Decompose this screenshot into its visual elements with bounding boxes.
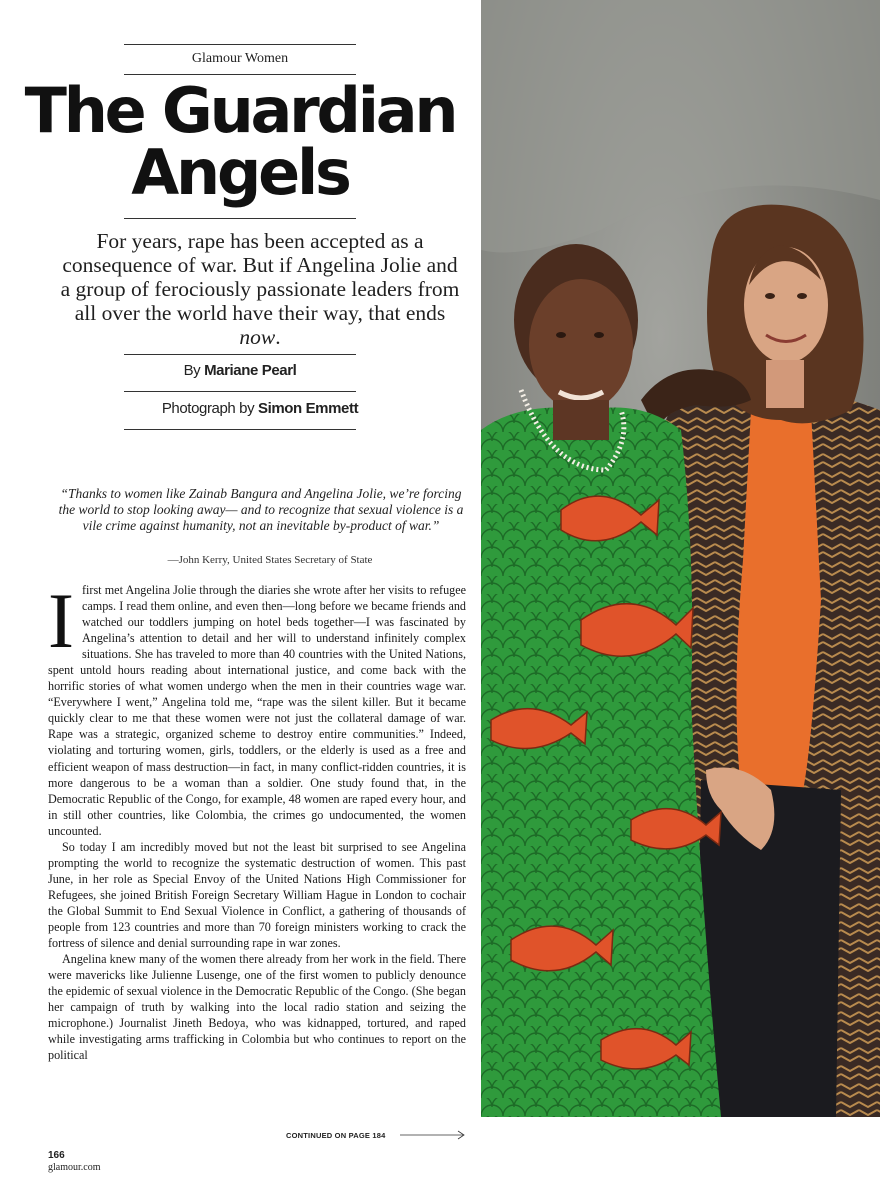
portrait-illustration <box>481 0 880 1117</box>
byline <box>0 362 480 379</box>
arrow-right-icon <box>400 1130 466 1140</box>
quote-attribution: —John Kerry, United States Secretary of State <box>167 554 373 566</box>
pull-quote: “Thanks to women like Zainab Bangura and Angelina Jolie, we’re forcing the world to stop looking away— and to recognize that sexual violence is a vile crime against humanity, not an inevitable by-product of war.” <box>58 486 464 533</box>
face <box>529 279 633 411</box>
section-label: Glamour Women <box>191 51 289 66</box>
headline <box>0 74 480 209</box>
deck <box>60 229 460 349</box>
credit-rule <box>124 429 356 430</box>
orange-blouse <box>736 410 821 800</box>
top-rule <box>124 44 356 45</box>
headline-rule <box>124 218 356 219</box>
photo-credit <box>0 400 520 417</box>
byline-author: Mariane Pearl <box>204 362 297 379</box>
paragraph-3: Angelina knew many of the women there already from her work in the field. There were mavericks like Julienne Lusenge, one of the first women to publicly denounce the epidemic of sexual violence in the Democratic Republic of the Congo. (She began her campaign of truth by walking into the local radio station and seizing the microphone.) Journalist Jineth Bedoya, who was kidnapped, tortured, and raped while investigating arms trafficking in Colombia but who continues to report on the political <box>48 952 466 1063</box>
byline-prefix: By <box>183 362 201 379</box>
headline-line-1: The Guardian <box>24 74 456 147</box>
site-url: glamour.com <box>48 1162 101 1173</box>
drop-cap: I <box>48 577 74 664</box>
page-number: 166 <box>48 1150 65 1161</box>
continued-link[interactable]: CONTINUED ON PAGE 184 <box>286 1131 386 1140</box>
deck-text: For years, rape has been accepted as a consequence of war. But if Angelina Jolie and a group of ferociously passionate leaders from all over the world have their way, that ends <box>60 229 460 325</box>
byline-rule <box>124 391 356 392</box>
deck-end: . <box>275 325 281 349</box>
headline-line-2: Angels <box>131 136 349 209</box>
deck-emphasis: now <box>239 325 276 349</box>
portrait-photo <box>481 0 880 1117</box>
photo-credit-prefix: Photograph by <box>161 400 255 417</box>
paragraph-1 <box>48 577 466 839</box>
paragraph-1-text: first met Angelina Jolie through the diaries she wrote after her visits to refugee camps. I read them online, and even then—long before we became friends and watched our toddlers jumping on hotel beds together—I was fascinated by Angelina’s attention to detail and her will to understand infinitely complex situations. She has traveled to more than 40 countries with the United Nations, spent untold hours reading about international justice, and come back with the horrific stories of what women undergo when the men in their countries wage war. “Everywhere I went,” Angelina told me, “rape was the silent killer. But it became quickly clear to me that these women were not just the collateral damage of war. Rape was a strategic, organized scheme to destroy entire communities.” Indeed, violating and torturing women, girls, toddlers, or the elderly is used as a free and efficient weapon of mass destruction—in fact, in many conflict-ridden countries, it is more dangerous to be a woman than a soldier. One study found that, in the Democratic Republic of the Congo, for example, 48 women are raped every hour, and in still other countries, like Colombia, the crimes go undocumented, the women uncounted. <box>48 583 466 838</box>
paragraph-2: So today I am incredibly moved but not the least bit surprised to see Angelina prompting the world to recognize the systematic destruction of women. This past June, in her role as Special Envoy of the United Nations High Commissioner for Refugees, she joined British Foreign Secretary William Hague in London to cochair the Global Summit to End Sexual Violence in Conflict, a gathering of thousands of people from 123 countries and more than 70 foreign ministers working to crack the fortress of silence and denial surrounding rape in war zones. <box>48 839 466 951</box>
deck-rule <box>124 354 356 355</box>
article-body <box>48 577 466 1063</box>
photo-credit-name: Simon Emmett <box>257 400 359 417</box>
